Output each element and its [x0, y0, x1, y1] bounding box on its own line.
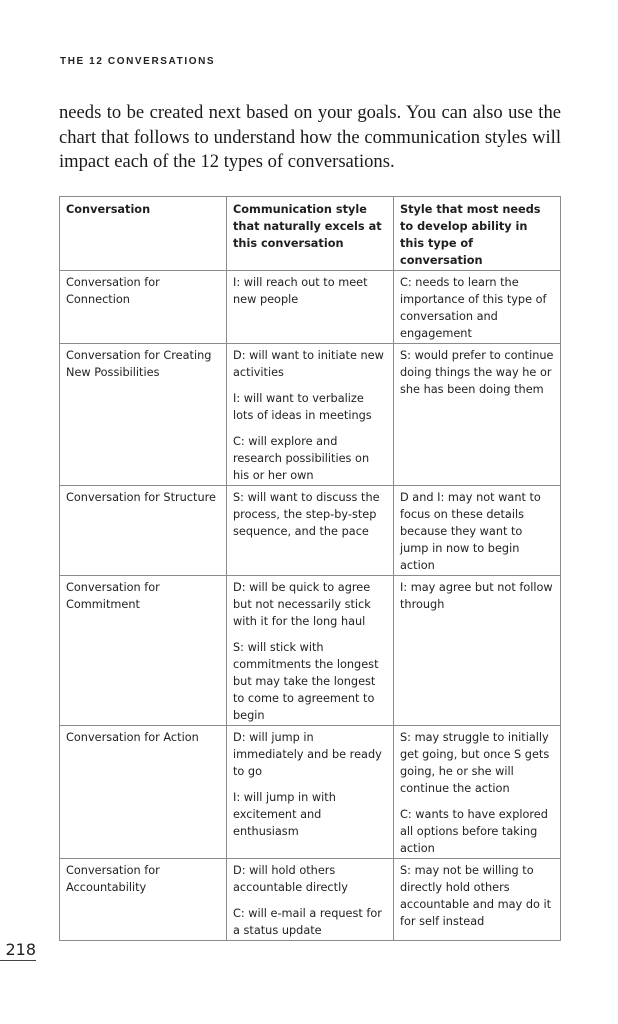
excels-text: S: will stick with commitments the longest but may take the longest to come to agreement to begin [233, 641, 379, 722]
conversation-cell: Conversation for Creating New Possibilities [60, 344, 227, 486]
conversation-cell: Conversation for Action [60, 726, 227, 859]
conversation-cell: Conversation for Commitment [60, 576, 227, 726]
header-develop-style: Style that most needs to develop ability in this type of conversation [394, 197, 561, 271]
develop-text: I: may agree but not follow through [400, 581, 553, 611]
excels-text: D: will want to initiate new activities [233, 349, 384, 379]
table-row [60, 486, 561, 576]
excels-text: D: will hold others accountable directly [233, 864, 348, 894]
conversation-cell: Conversation for Accountability [60, 859, 227, 941]
table-row [60, 271, 561, 344]
develop-text: S: would prefer to continue doing things the way he or she has been doing them [400, 349, 554, 396]
excels-text: S: will want to discuss the process, the step-by-step sequence, and the pace [233, 491, 380, 538]
develop-cell [394, 726, 561, 859]
develop-text: S: may not be willing to directly hold others accountable and may do it for self instead [400, 864, 552, 928]
develop-cell [394, 859, 561, 941]
excels-cell [227, 859, 394, 941]
conversations-table [59, 196, 561, 941]
table-row [60, 726, 561, 859]
develop-cell [394, 344, 561, 486]
develop-cell [394, 486, 561, 576]
excels-text: I: will want to verbalize lots of ideas in meetings [233, 392, 372, 422]
develop-text: D and I: may not want to focus on these details because they want to jump in now to begin action [400, 491, 541, 572]
excels-cell [227, 271, 394, 344]
conversation-cell: Conversation for Connection [60, 271, 227, 344]
develop-text: S: may struggle to initially get going, but once S gets going, he or she will continue the action [400, 731, 550, 795]
develop-text: C: wants to have explored all options before taking action [400, 808, 548, 855]
excels-text: D: will jump in immediately and be ready to go [233, 731, 382, 778]
table-row [60, 576, 561, 726]
excels-text: D: will be quick to agree but not necessarily stick with it for the long haul [233, 581, 371, 628]
excels-text: C: will explore and research possibilities on his or her own [233, 435, 370, 482]
running-head: THE 12 CONVERSATIONS [60, 56, 216, 67]
excels-cell [227, 726, 394, 859]
header-excels-style: Communication style that naturally excels at this conversation [227, 197, 394, 271]
conversation-cell: Conversation for Structure [60, 486, 227, 576]
excels-cell [227, 486, 394, 576]
excels-cell [227, 576, 394, 726]
header-conversation: Conversation [60, 197, 227, 271]
excels-text: I: will jump in with excitement and enthusiasm [233, 791, 336, 838]
excels-text: I: will reach out to meet new people [233, 276, 368, 306]
table-header-row [60, 197, 561, 271]
table-row [60, 859, 561, 941]
develop-cell [394, 271, 561, 344]
page-number: 218 [0, 941, 36, 961]
excels-cell [227, 344, 394, 486]
develop-cell [394, 576, 561, 726]
develop-text: C: needs to learn the importance of this type of conversation and engagement [400, 276, 547, 340]
intro-paragraph: needs to be created next based on your goals. You can also use the chart that follows to understand how the communication styles will impact each of the 12 types of conversations. [59, 102, 561, 172]
excels-text: C: will e-mail a request for a status update [233, 907, 382, 937]
table-row [60, 344, 561, 486]
